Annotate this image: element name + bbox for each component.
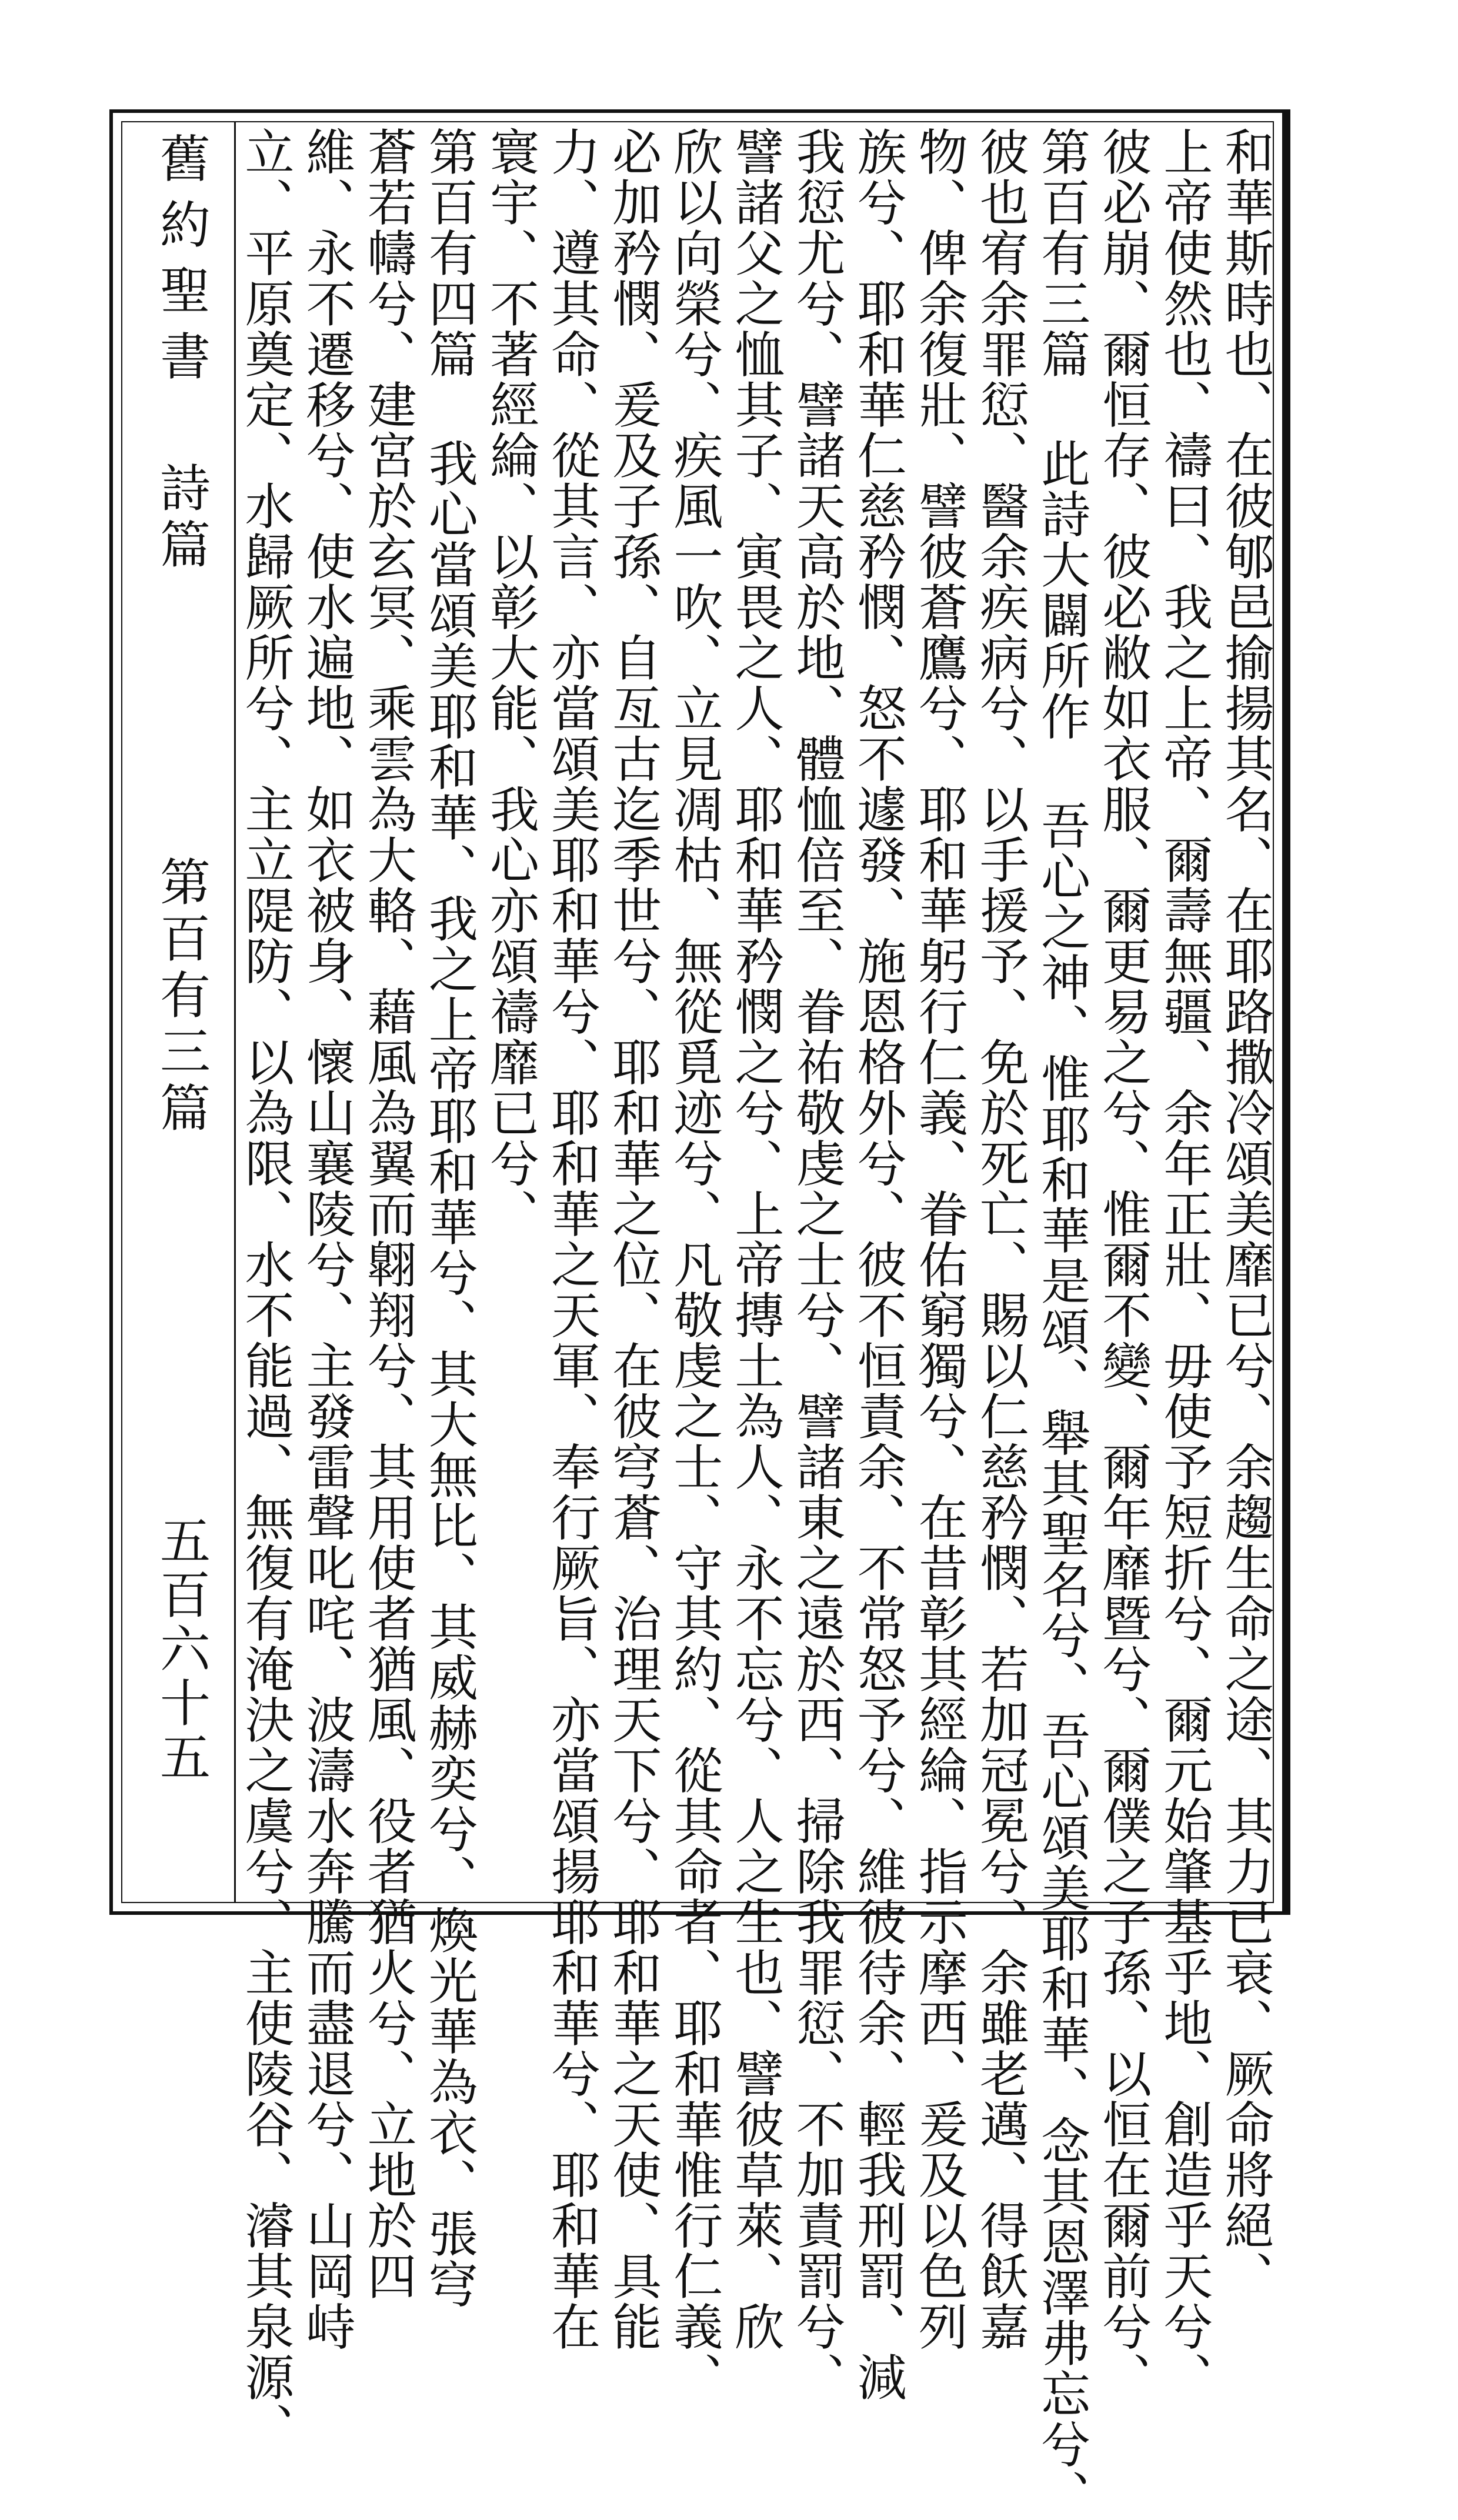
text-column: 第百有四篇 我心當頌美耶和華、我之上帝耶和華兮、其大無比、其威赫奕兮、煥光華為衣、張穹 [421,126,479,2309]
margin-divider [234,121,236,1903]
text-column: 欣以向榮兮、疾風一吹、立見凋枯、無從覓迹兮、凡敬虔之士、守其約、從其命者、耶和華惟行仁義、 [665,126,723,2402]
text-column: 上帝使然也、禱曰、我之上帝、爾壽無疆、余年正壯、毋使予短折兮、爾元始肇基乎地、創造乎天兮、 [1155,126,1213,2402]
book-title: 舊約聖書 [151,132,210,396]
text-column: 譬諸父之恤其子、寅畏之人、耶和華矜憫之兮、上帝摶土為人、永不忘兮、人之生也、譬彼草萊、欣 [727,126,785,2352]
text-column: 維、永不遷移兮、使水遍地、如衣被身、懷山襄陵兮、主發雷聲叱咤、波濤水奔騰而盡退兮、山岡峙 [298,126,356,2352]
text-column: 彼必崩、爾恒存、彼必敝如衣服、爾更易之兮、惟爾不變、爾年靡暨兮、爾僕之子孫、以恒在爾前兮、 [1094,126,1152,2402]
text-column: 蒼若幬兮、建宮於玄冥、乘雲為大輅、藉風為翼而翺翔兮、其用使者猶風、役者猶火兮、立地於四 [359,126,418,2301]
section-label: 第百有三篇 [151,856,210,1138]
text-column: 力、遵其命、從其言、亦當頌美耶和華兮、耶和華之天軍、奉行厥旨、亦當頌揚耶和華兮、耶和華在 [543,126,601,2352]
text-column: 族兮、耶和華仁慈矜憫、怒不遽發、施恩格外兮、彼不恒責余、不常怒予兮、維彼待余、輕我刑罰、減 [849,126,908,2402]
text-column: 彼也宥余罪愆、醫余疾病兮、以手援予、免於死亡、賜以仁慈矜憫、若加冠冕兮、余雖老邁、得飫嘉 [972,126,1030,2352]
text-column: 我愆尤兮、譬諸天高於地、體恤倍至、眷祐敬虔之士兮、譬諸東之遠於西、掃除我罪愆、不加責罰兮、 [788,126,846,2402]
text-column: 必加矜憫、爰及子孫、自亙古迄季世兮、耶和華之位、在彼穹蒼、治理天下兮、耶和華之天使、具能 [604,126,662,2352]
margin-column [126,132,232,1891]
page-border-heavy-edge [1284,109,1290,1915]
scripture-text-body [237,126,1275,2520]
text-column: 寰宇、不著經綸、以彰大能、我心亦頌禱靡已兮、 [482,126,540,1239]
text-column: 第百有三篇 此詩大闢所作 吾心之神、惟耶和華是頌、舉其聖名兮、吾心頌美耶和華、念其恩澤弗忘兮、 [1033,126,1091,2520]
text-column: 和華斯時也、在彼郇邑揄揚其名、在耶路撒冷頌美靡已兮、余趨生命之途、其力已衰、厥命將絕、 [1217,126,1275,2301]
text-column: 立、平原奠定、水歸厥所兮、主立隄防、以為限、水不能過、無復有淹決之虞兮、主使陵谷、濬其泉源、 [237,126,295,2453]
text-column: 物、俾余復壯、譬彼蒼鷹兮、耶和華躬行仁義、眷佑窮獨兮、在昔彰其經綸、指示摩西、爰及以色列 [910,126,969,2352]
page-number: 五百六十五 [151,1514,210,1785]
book-section: 詩篇 [151,462,210,575]
